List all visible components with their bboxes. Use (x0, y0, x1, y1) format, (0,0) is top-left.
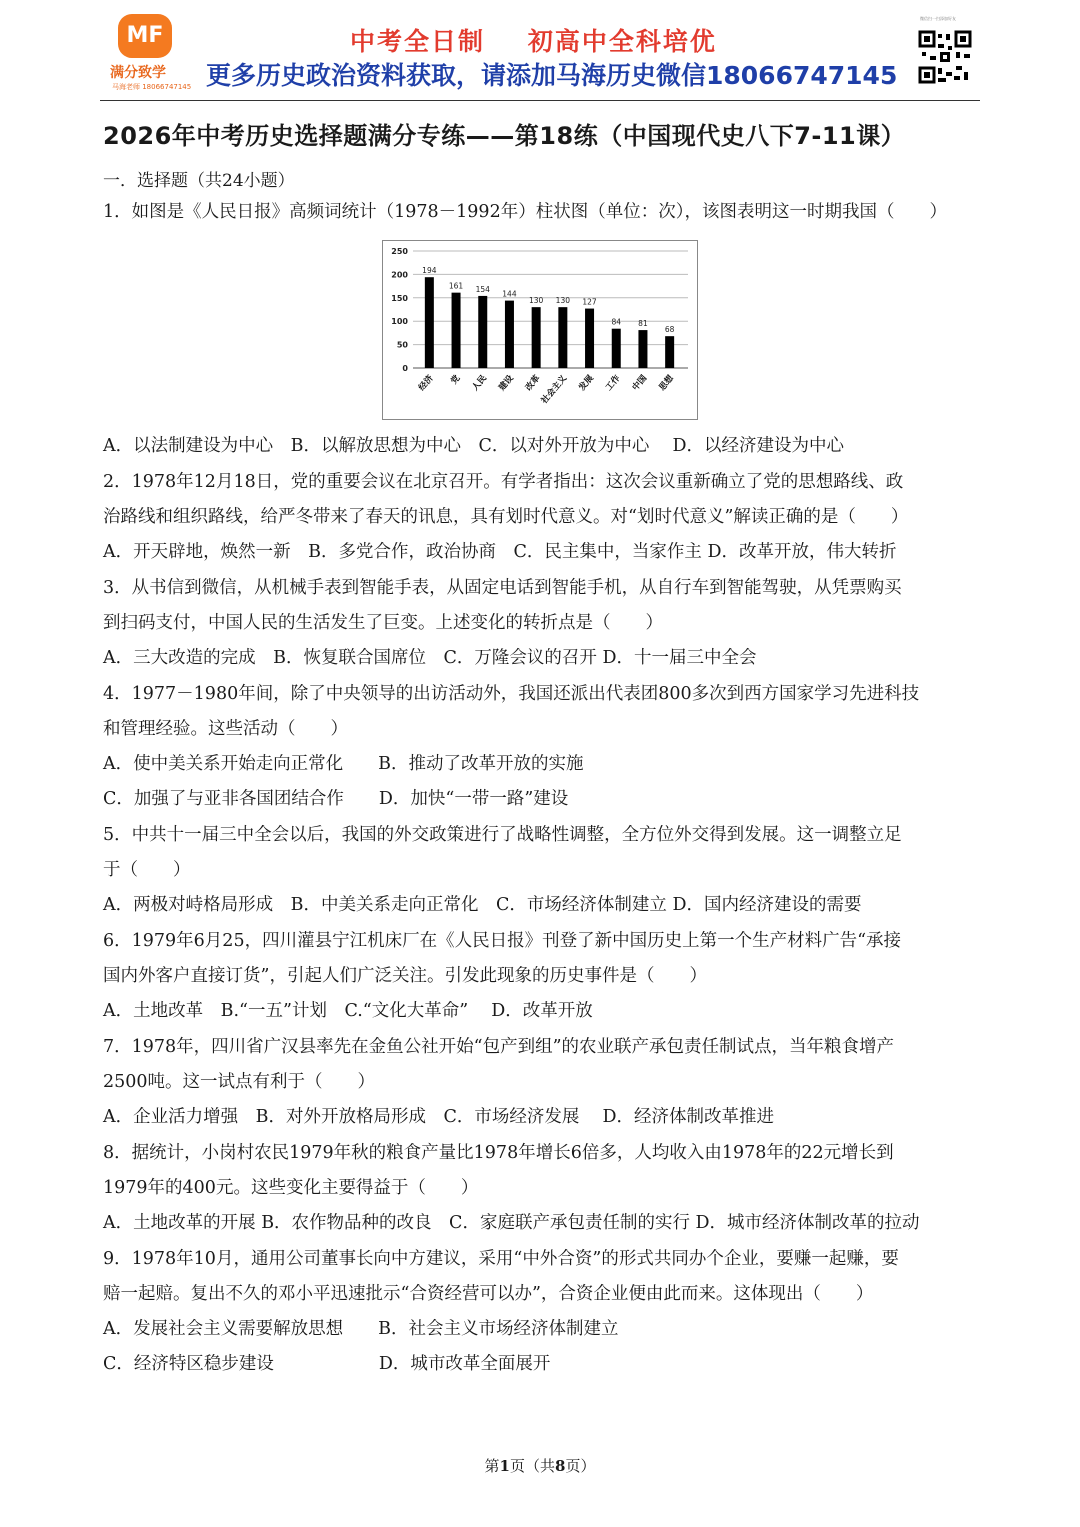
bar (532, 307, 541, 368)
category-label: 社会主义 (539, 373, 570, 406)
y-tick-label: 250 (391, 247, 408, 256)
category-label: 建设 (497, 373, 516, 393)
category-label: 发展 (577, 373, 596, 393)
slogan-tutoring: 初高中全科培优 (527, 27, 717, 56)
y-tick-label: 0 (402, 364, 408, 373)
data-label: 154 (475, 284, 490, 294)
category-label: 党 (449, 373, 463, 387)
bar (638, 330, 647, 368)
category-label: 改革 (523, 373, 543, 393)
q4-options-2: C．加强了与亚非各国团结合作 D．加快“一带一路”建设 (103, 789, 569, 809)
q9-stem-2: 赔一起赔。复出不久的邓小平迅速批示“合资经营可以办”，合资企业便由此而来。这体现出（ ） (103, 1284, 874, 1304)
footer-suffix: 页） (565, 1457, 596, 1475)
bar (558, 307, 567, 368)
q9-options-1: A．发展社会主义需要解放思想 B．社会主义市场经济体制建立 (103, 1319, 619, 1339)
category-label: 人民 (470, 373, 490, 393)
q8-options: A．土地改革的开展 B．农作物品种的改良 C．家庭联产承包责任制的实行 D．城市经济体制改革的拉动 (103, 1213, 920, 1233)
q5-options: A．两极对峙格局形成 B．中美关系走向正常化 C．市场经济体制建立 D．国内经济建设的需要 (103, 895, 862, 915)
page-title: 2026年中考历史选择题满分专练——第18练（中国现代史八下7-11课） (103, 122, 906, 150)
q6-stem-2: 国内外客户直接订货”，引起人们广泛关注。引发此现象的历史事件是（ ） (103, 966, 707, 986)
q7-stem-2: 2500吨。这一试点有利于（ ） (103, 1072, 376, 1092)
q9-options-2: C．经济特区稳步建设 D．城市改革全面展开 (103, 1354, 551, 1374)
footer-mid: 页（共 (509, 1457, 555, 1475)
data-label: 127 (582, 297, 597, 307)
q5-stem-1: 5．中共十一届三中全会以后，我国的外交政策进行了战略性调整，全方位外交得到发展。这一调整立足 (103, 825, 902, 845)
brand-logo (110, 14, 192, 94)
qr-code-icon (918, 16, 972, 86)
word-frequency-chart (382, 240, 698, 420)
chart-svg (383, 241, 697, 419)
q3-options: A．三大改造的完成 B．恢复联合国席位 C．万隆会议的召开 D．十一届三中全会 (103, 648, 757, 668)
q4-options-1: A．使中美关系开始走向正常化 B．推动了改革开放的实施 (103, 754, 584, 774)
q2-options: A．开天辟地，焕然一新 B．多党合作，政治协商 C．民主集中，当家作主 D．改革开放，伟大转折 (103, 542, 897, 562)
footer-prefix: 第 (484, 1457, 500, 1475)
q8-stem-2: 1979年的400元。这些变化主要得益于（ ） (103, 1178, 479, 1198)
data-label: 130 (555, 296, 571, 306)
category-label: 中国 (630, 373, 650, 393)
y-tick-label: 100 (391, 317, 408, 327)
bar (585, 309, 594, 368)
bar (425, 277, 434, 368)
q1-stem: 1．如图是《人民日报》高频词统计（1978－1992年）柱状图（单位：次），该图表明这一时期我国（ ） (103, 202, 947, 222)
q3-stem-2: 到扫码支付，中国人民的生活发生了巨变。上述变化的转折点是（ ） (103, 613, 663, 633)
bar (612, 329, 621, 368)
bar (478, 296, 487, 368)
footer-page-number: 1 (499, 1457, 510, 1475)
y-tick-label: 200 (391, 270, 408, 280)
q6-stem-1: 6．1979年6月25，四川灌县宁江机床厂在《人民日报》刊登了新中国历史上第一个生产材料广告“承接 (103, 931, 902, 951)
data-label: 144 (502, 289, 517, 299)
q8-stem-1: 8．据统计，小岗村农民1979年秋的粮食产量比1978年增长6倍多，人均收入由1978年的22元增长到 (103, 1143, 894, 1163)
q1-options: A．以法制建设为中心 B．以解放思想为中心 C．以对外开放为中心 D．以经济建设为中心 (103, 436, 844, 456)
q3-stem-1: 3．从书信到微信，从机械手表到智能手表，从固定电话到智能手机，从自行车到智能驾驶，从凭票购买 (103, 578, 902, 598)
header-divider (100, 100, 980, 101)
slogan-fulltime: 中考全日制 (350, 27, 486, 56)
data-label: 194 (422, 266, 437, 276)
logo-mark: MF (118, 14, 172, 58)
bar (665, 336, 674, 368)
data-label: 84 (611, 317, 622, 327)
page-header (100, 8, 980, 100)
bar (505, 301, 514, 368)
y-tick-label: 50 (396, 340, 408, 350)
data-label: 68 (664, 325, 675, 335)
slogan-line-2: 更多历史政治资料获取，请添加马海历史微信18066747145 (206, 61, 898, 90)
footer-page-total: 8 (555, 1457, 566, 1475)
q7-options: A．企业活力增强 B．对外开放格局形成 C．市场经济发展 D．经济体制改革推进 (103, 1107, 774, 1127)
q7-stem-1: 7．1978年，四川省广汉县率先在金鱼公社开始“包产到组”的农业联产承包责任制试点，当年粮食增产 (103, 1037, 895, 1057)
category-label: 思想 (657, 373, 676, 393)
q6-options: A．土地改革 B.“一五”计划 C.“文化大革命” D．改革开放 (103, 1001, 593, 1021)
section-heading: 一．选择题（共24小题） (103, 171, 295, 191)
q9-stem-1: 9．1978年10月，通用公司董事长向中方建议，采用“中外合资”的形式共同办个企业，要赚一起赚，要 (103, 1249, 899, 1269)
q4-stem-1: 4．1977－1980年间，除了中央领导的出访活动外，我国还派出代表团800多次到西方国家学习先进科技 (103, 684, 920, 704)
q2-stem-2: 治路线和组织路线，给严冬带来了春天的讯息，具有划时代意义。对“划时代意义”解读正确的是（ ） (103, 507, 909, 527)
data-label: 81 (638, 319, 648, 329)
bar (452, 293, 461, 368)
logo-contact: 马海老师 18066747145 (112, 83, 192, 91)
category-label: 经济 (417, 373, 436, 393)
page-footer (0, 1455, 1080, 1476)
q5-stem-2: 于（ ） (103, 860, 191, 880)
q2-stem-1: 2．1978年12月18日，党的重要会议在北京召开。有学者指出：这次会议重新确立了党的思想路线、政 (103, 472, 904, 492)
slogan-line-1 (350, 22, 717, 58)
y-tick-label: 150 (391, 293, 408, 303)
data-label: 161 (448, 281, 464, 291)
data-label: 130 (528, 296, 544, 306)
q4-stem-2: 和管理经验。这些活动（ ） (103, 719, 348, 739)
qr-caption: 微信扫一扫添加好友 (920, 16, 956, 21)
logo-name: 满分致学 (110, 65, 166, 81)
category-label: 工作 (603, 373, 623, 393)
